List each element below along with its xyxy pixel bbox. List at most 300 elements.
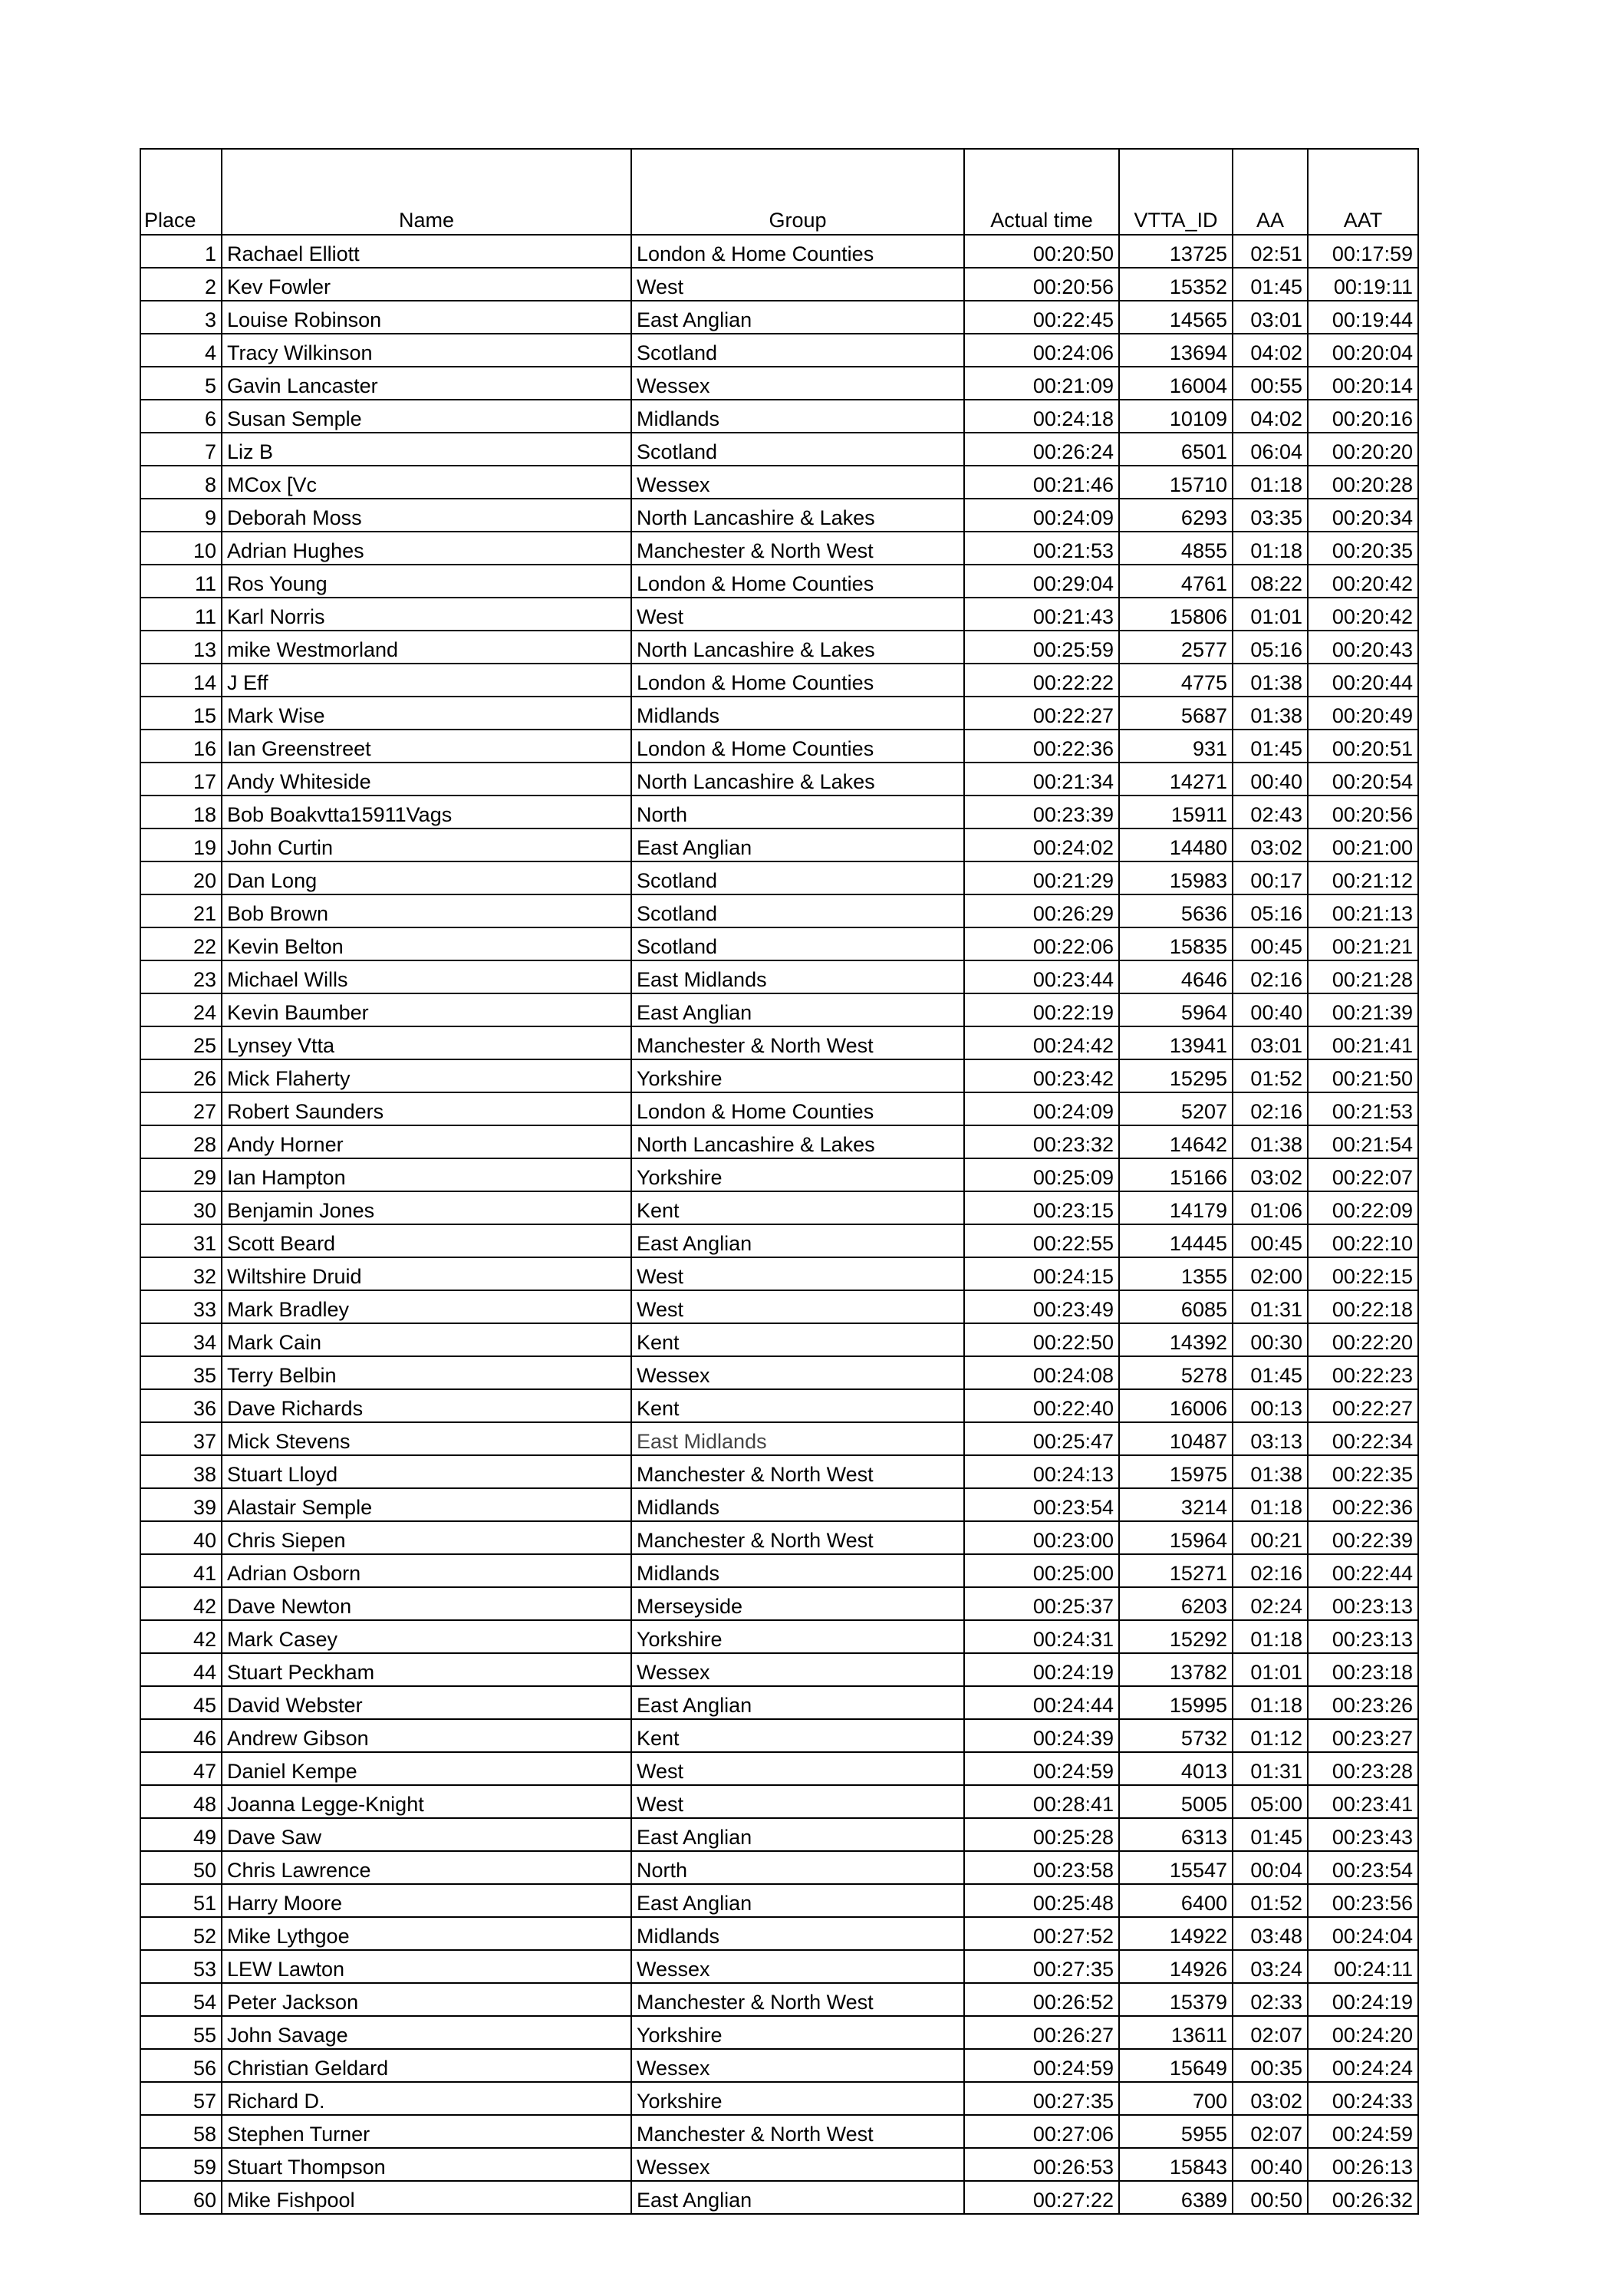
- cell-name: Bob Brown: [222, 894, 631, 927]
- cell-name: Richard D.: [222, 2082, 631, 2115]
- header-group: Group: [631, 149, 964, 235]
- cell-aa: 03:24: [1233, 1950, 1308, 1983]
- cell-group: Manchester & North West: [631, 1521, 964, 1554]
- cell-vtta-id: 5687: [1119, 697, 1233, 730]
- cell-group: East Anglian: [631, 828, 964, 861]
- cell-place: 6: [140, 400, 222, 433]
- header-place: Place: [140, 149, 222, 235]
- cell-name: Ros Young: [222, 565, 631, 598]
- cell-place: 50: [140, 1851, 222, 1884]
- cell-vtta-id: 4646: [1119, 960, 1233, 993]
- cell-aa: 01:31: [1233, 1752, 1308, 1785]
- cell-actual-time: 00:23:42: [964, 1059, 1119, 1092]
- cell-group: North Lancashire & Lakes: [631, 763, 964, 796]
- cell-vtta-id: 5636: [1119, 894, 1233, 927]
- table-row: [140, 1224, 1418, 1257]
- cell-group: Kent: [631, 1389, 964, 1422]
- cell-vtta-id: 14922: [1119, 1917, 1233, 1950]
- cell-place: 60: [140, 2181, 222, 2214]
- cell-aa: 00:21: [1233, 1521, 1308, 1554]
- cell-aat: 00:20:42: [1308, 598, 1418, 631]
- cell-aat: 00:24:20: [1308, 2016, 1418, 2049]
- cell-aat: 00:21:13: [1308, 894, 1418, 927]
- cell-vtta-id: 15352: [1119, 268, 1233, 301]
- cell-aat: 00:21:53: [1308, 1092, 1418, 1125]
- cell-aa: 01:18: [1233, 1620, 1308, 1653]
- cell-aa: 02:24: [1233, 1587, 1308, 1620]
- cell-aat: 00:22:09: [1308, 1191, 1418, 1224]
- cell-actual-time: 00:24:39: [964, 1719, 1119, 1752]
- cell-aa: 00:35: [1233, 2049, 1308, 2082]
- cell-group: North Lancashire & Lakes: [631, 499, 964, 532]
- cell-place: 5: [140, 367, 222, 400]
- cell-group: Yorkshire: [631, 2082, 964, 2115]
- cell-aat: 00:20:49: [1308, 697, 1418, 730]
- cell-aat: 00:24:04: [1308, 1917, 1418, 1950]
- cell-vtta-id: 15983: [1119, 861, 1233, 894]
- cell-group: East Anglian: [631, 993, 964, 1026]
- cell-group: Yorkshire: [631, 1620, 964, 1653]
- cell-name: Mike Lythgoe: [222, 1917, 631, 1950]
- cell-aat: 00:24:11: [1308, 1950, 1418, 1983]
- cell-group: Midlands: [631, 1554, 964, 1587]
- cell-aa: 03:48: [1233, 1917, 1308, 1950]
- table-row: [140, 1059, 1418, 1092]
- cell-actual-time: 00:27:06: [964, 2115, 1119, 2148]
- cell-vtta-id: 15806: [1119, 598, 1233, 631]
- cell-aa: 02:07: [1233, 2016, 1308, 2049]
- table-row: [140, 1323, 1418, 1356]
- cell-vtta-id: 4761: [1119, 565, 1233, 598]
- cell-group: Wessex: [631, 2049, 964, 2082]
- table-row: [140, 1455, 1418, 1488]
- cell-group: East Anglian: [631, 2181, 964, 2214]
- cell-vtta-id: 6501: [1119, 433, 1233, 466]
- cell-place: 18: [140, 796, 222, 828]
- cell-aat: 00:22:10: [1308, 1224, 1418, 1257]
- cell-aat: 00:21:28: [1308, 960, 1418, 993]
- cell-vtta-id: 6203: [1119, 1587, 1233, 1620]
- cell-name: Kev Fowler: [222, 268, 631, 301]
- cell-group: North: [631, 796, 964, 828]
- cell-name: Lynsey Vtta: [222, 1026, 631, 1059]
- cell-actual-time: 00:21:29: [964, 861, 1119, 894]
- cell-aat: 00:21:21: [1308, 927, 1418, 960]
- table-row: [140, 1356, 1418, 1389]
- cell-place: 17: [140, 763, 222, 796]
- cell-aat: 00:21:54: [1308, 1125, 1418, 1158]
- cell-aa: 01:38: [1233, 664, 1308, 697]
- cell-aat: 00:19:44: [1308, 301, 1418, 334]
- cell-aa: 04:02: [1233, 400, 1308, 433]
- cell-place: 2: [140, 268, 222, 301]
- cell-name: Susan Semple: [222, 400, 631, 433]
- table-row: [140, 993, 1418, 1026]
- cell-aat: 00:23:56: [1308, 1884, 1418, 1917]
- cell-place: 59: [140, 2148, 222, 2181]
- cell-aat: 00:20:56: [1308, 796, 1418, 828]
- cell-aa: 02:51: [1233, 235, 1308, 268]
- cell-name: Stuart Lloyd: [222, 1455, 631, 1488]
- cell-aa: 01:06: [1233, 1191, 1308, 1224]
- cell-actual-time: 00:24:09: [964, 1092, 1119, 1125]
- table-row: [140, 598, 1418, 631]
- cell-vtta-id: 6085: [1119, 1290, 1233, 1323]
- cell-aa: 02:07: [1233, 2115, 1308, 2148]
- table-row: [140, 433, 1418, 466]
- table-row: [140, 861, 1418, 894]
- cell-name: Chris Lawrence: [222, 1851, 631, 1884]
- table-row: [140, 268, 1418, 301]
- cell-group: West: [631, 1785, 964, 1818]
- cell-group: London & Home Counties: [631, 565, 964, 598]
- results-table: [140, 148, 1419, 2215]
- cell-aa: 00:40: [1233, 2148, 1308, 2181]
- cell-aat: 00:21:39: [1308, 993, 1418, 1026]
- header-name: Name: [222, 149, 631, 235]
- cell-actual-time: 00:22:27: [964, 697, 1119, 730]
- cell-aat: 00:20:04: [1308, 334, 1418, 367]
- cell-group: East Midlands: [631, 1422, 964, 1455]
- table-row: [140, 763, 1418, 796]
- cell-name: Mark Bradley: [222, 1290, 631, 1323]
- cell-aat: 00:20:43: [1308, 631, 1418, 664]
- cell-name: Mark Cain: [222, 1323, 631, 1356]
- cell-name: Christian Geldard: [222, 2049, 631, 2082]
- cell-name: David Webster: [222, 1686, 631, 1719]
- cell-group: East Anglian: [631, 1224, 964, 1257]
- table-row: [140, 1884, 1418, 1917]
- header-vtta-id: VTTA_ID: [1119, 149, 1233, 235]
- cell-vtta-id: 13725: [1119, 235, 1233, 268]
- cell-place: 28: [140, 1125, 222, 1158]
- cell-vtta-id: 5955: [1119, 2115, 1233, 2148]
- cell-place: 46: [140, 1719, 222, 1752]
- cell-name: John Savage: [222, 2016, 631, 2049]
- cell-vtta-id: 10487: [1119, 1422, 1233, 1455]
- cell-group: West: [631, 1752, 964, 1785]
- cell-vtta-id: 15649: [1119, 2049, 1233, 2082]
- cell-aa: 03:35: [1233, 499, 1308, 532]
- cell-actual-time: 00:27:52: [964, 1917, 1119, 1950]
- cell-actual-time: 00:27:35: [964, 1950, 1119, 1983]
- table-row: [140, 1290, 1418, 1323]
- cell-aa: 05:00: [1233, 1785, 1308, 1818]
- cell-vtta-id: 14179: [1119, 1191, 1233, 1224]
- cell-name: Scott Beard: [222, 1224, 631, 1257]
- cell-vtta-id: 15995: [1119, 1686, 1233, 1719]
- cell-place: 4: [140, 334, 222, 367]
- cell-place: 32: [140, 1257, 222, 1290]
- cell-actual-time: 00:22:36: [964, 730, 1119, 763]
- cell-actual-time: 00:25:59: [964, 631, 1119, 664]
- cell-actual-time: 00:25:37: [964, 1587, 1119, 1620]
- cell-vtta-id: 14271: [1119, 763, 1233, 796]
- cell-name: Andy Horner: [222, 1125, 631, 1158]
- cell-place: 42: [140, 1620, 222, 1653]
- cell-vtta-id: 14392: [1119, 1323, 1233, 1356]
- cell-group: Manchester & North West: [631, 1026, 964, 1059]
- cell-name: Karl Norris: [222, 598, 631, 631]
- cell-vtta-id: 2577: [1119, 631, 1233, 664]
- cell-aat: 00:24:33: [1308, 2082, 1418, 2115]
- cell-name: Stuart Thompson: [222, 2148, 631, 2181]
- cell-name: Tracy Wilkinson: [222, 334, 631, 367]
- cell-actual-time: 00:25:28: [964, 1818, 1119, 1851]
- cell-vtta-id: 16006: [1119, 1389, 1233, 1422]
- cell-aa: 00:13: [1233, 1389, 1308, 1422]
- cell-aat: 00:26:13: [1308, 2148, 1418, 2181]
- cell-group: Kent: [631, 1719, 964, 1752]
- table-row: [140, 235, 1418, 268]
- table-row: [140, 1983, 1418, 2016]
- cell-name: Stephen Turner: [222, 2115, 631, 2148]
- cell-aa: 01:01: [1233, 598, 1308, 631]
- table-row: [140, 1125, 1418, 1158]
- cell-aa: 00:30: [1233, 1323, 1308, 1356]
- table-row: [140, 2082, 1418, 2115]
- cell-actual-time: 00:23:39: [964, 796, 1119, 828]
- cell-group: Scotland: [631, 894, 964, 927]
- table-row: [140, 499, 1418, 532]
- cell-aat: 00:23:18: [1308, 1653, 1418, 1686]
- cell-actual-time: 00:22:50: [964, 1323, 1119, 1356]
- cell-name: Mark Casey: [222, 1620, 631, 1653]
- cell-place: 31: [140, 1224, 222, 1257]
- table-row: [140, 301, 1418, 334]
- cell-place: 23: [140, 960, 222, 993]
- cell-place: 7: [140, 433, 222, 466]
- cell-vtta-id: 15166: [1119, 1158, 1233, 1191]
- header-aat: AAT: [1308, 149, 1418, 235]
- cell-aa: 00:40: [1233, 993, 1308, 1026]
- cell-name: Liz B: [222, 433, 631, 466]
- cell-place: 48: [140, 1785, 222, 1818]
- cell-name: Wiltshire Druid: [222, 1257, 631, 1290]
- cell-actual-time: 00:25:00: [964, 1554, 1119, 1587]
- cell-vtta-id: 15292: [1119, 1620, 1233, 1653]
- cell-name: John Curtin: [222, 828, 631, 861]
- cell-group: East Anglian: [631, 1884, 964, 1917]
- cell-aat: 00:22:27: [1308, 1389, 1418, 1422]
- cell-actual-time: 00:23:44: [964, 960, 1119, 993]
- cell-aa: 02:00: [1233, 1257, 1308, 1290]
- cell-aat: 00:24:24: [1308, 2049, 1418, 2082]
- cell-place: 27: [140, 1092, 222, 1125]
- cell-aa: 04:02: [1233, 334, 1308, 367]
- cell-name: Harry Moore: [222, 1884, 631, 1917]
- cell-aat: 00:22:44: [1308, 1554, 1418, 1587]
- table-row: [140, 1686, 1418, 1719]
- cell-place: 16: [140, 730, 222, 763]
- cell-actual-time: 00:21:46: [964, 466, 1119, 499]
- cell-name: LEW Lawton: [222, 1950, 631, 1983]
- cell-aa: 02:16: [1233, 960, 1308, 993]
- cell-group: London & Home Counties: [631, 730, 964, 763]
- cell-group: London & Home Counties: [631, 1092, 964, 1125]
- cell-vtta-id: 13782: [1119, 1653, 1233, 1686]
- cell-aat: 00:23:54: [1308, 1851, 1418, 1884]
- cell-group: Wessex: [631, 466, 964, 499]
- cell-actual-time: 00:26:29: [964, 894, 1119, 927]
- table-row: [140, 1851, 1418, 1884]
- cell-actual-time: 00:21:09: [964, 367, 1119, 400]
- cell-aat: 00:24:59: [1308, 2115, 1418, 2148]
- cell-actual-time: 00:26:27: [964, 2016, 1119, 2049]
- cell-aa: 02:43: [1233, 796, 1308, 828]
- cell-group: Wessex: [631, 1653, 964, 1686]
- cell-vtta-id: 14642: [1119, 1125, 1233, 1158]
- table-row: [140, 1257, 1418, 1290]
- cell-aa: 00:55: [1233, 367, 1308, 400]
- cell-name: Chris Siepen: [222, 1521, 631, 1554]
- cell-group: East Anglian: [631, 301, 964, 334]
- cell-place: 56: [140, 2049, 222, 2082]
- cell-aat: 00:20:42: [1308, 565, 1418, 598]
- cell-actual-time: 00:28:41: [964, 1785, 1119, 1818]
- cell-aat: 00:21:50: [1308, 1059, 1418, 1092]
- cell-name: Ian Hampton: [222, 1158, 631, 1191]
- cell-actual-time: 00:25:09: [964, 1158, 1119, 1191]
- cell-aat: 00:19:11: [1308, 268, 1418, 301]
- cell-actual-time: 00:22:22: [964, 664, 1119, 697]
- table-row: [140, 1587, 1418, 1620]
- cell-vtta-id: 15547: [1119, 1851, 1233, 1884]
- cell-vtta-id: 15911: [1119, 796, 1233, 828]
- cell-vtta-id: 14445: [1119, 1224, 1233, 1257]
- cell-group: London & Home Counties: [631, 664, 964, 697]
- cell-actual-time: 00:23:58: [964, 1851, 1119, 1884]
- cell-vtta-id: 4775: [1119, 664, 1233, 697]
- cell-aa: 01:12: [1233, 1719, 1308, 1752]
- cell-vtta-id: 13611: [1119, 2016, 1233, 2049]
- cell-group: West: [631, 1257, 964, 1290]
- header-actual-time: Actual time: [964, 149, 1119, 235]
- cell-aa: 01:45: [1233, 1818, 1308, 1851]
- cell-vtta-id: 15975: [1119, 1455, 1233, 1488]
- table-row: [140, 1191, 1418, 1224]
- cell-aa: 01:38: [1233, 1455, 1308, 1488]
- cell-place: 53: [140, 1950, 222, 1983]
- cell-place: 38: [140, 1455, 222, 1488]
- table-row: [140, 1521, 1418, 1554]
- cell-place: 29: [140, 1158, 222, 1191]
- cell-actual-time: 00:24:59: [964, 1752, 1119, 1785]
- cell-group: Wessex: [631, 2148, 964, 2181]
- cell-place: 54: [140, 1983, 222, 2016]
- table-row: [140, 400, 1418, 433]
- cell-vtta-id: 5964: [1119, 993, 1233, 1026]
- cell-place: 51: [140, 1884, 222, 1917]
- cell-vtta-id: 5278: [1119, 1356, 1233, 1389]
- table-row: [140, 1554, 1418, 1587]
- table-row: [140, 1752, 1418, 1785]
- cell-aat: 00:20:14: [1308, 367, 1418, 400]
- cell-group: West: [631, 268, 964, 301]
- cell-group: Manchester & North West: [631, 532, 964, 565]
- cell-name: Stuart Peckham: [222, 1653, 631, 1686]
- cell-actual-time: 00:23:00: [964, 1521, 1119, 1554]
- results-table-body: [140, 149, 1418, 2214]
- cell-actual-time: 00:24:44: [964, 1686, 1119, 1719]
- cell-name: Robert Saunders: [222, 1092, 631, 1125]
- cell-name: Dave Newton: [222, 1587, 631, 1620]
- cell-aa: 00:17: [1233, 861, 1308, 894]
- cell-actual-time: 00:26:53: [964, 2148, 1119, 2181]
- table-row: [140, 631, 1418, 664]
- cell-vtta-id: 6389: [1119, 2181, 1233, 2214]
- cell-aa: 02:33: [1233, 1983, 1308, 2016]
- cell-name: Alastair Semple: [222, 1488, 631, 1521]
- cell-aat: 00:20:54: [1308, 763, 1418, 796]
- header-aa: AA: [1233, 149, 1308, 235]
- table-row: [140, 960, 1418, 993]
- cell-name: Dan Long: [222, 861, 631, 894]
- cell-aa: 01:18: [1233, 532, 1308, 565]
- cell-aat: 00:23:26: [1308, 1686, 1418, 1719]
- table-row: [140, 1158, 1418, 1191]
- cell-vtta-id: 4013: [1119, 1752, 1233, 1785]
- cell-aa: 01:52: [1233, 1884, 1308, 1917]
- cell-name: Mark Wise: [222, 697, 631, 730]
- cell-vtta-id: 15843: [1119, 2148, 1233, 2181]
- cell-place: 52: [140, 1917, 222, 1950]
- cell-aat: 00:23:13: [1308, 1587, 1418, 1620]
- cell-actual-time: 00:24:13: [964, 1455, 1119, 1488]
- cell-name: Mick Flaherty: [222, 1059, 631, 1092]
- cell-aat: 00:23:43: [1308, 1818, 1418, 1851]
- cell-place: 41: [140, 1554, 222, 1587]
- cell-place: 36: [140, 1389, 222, 1422]
- cell-name: Andy Whiteside: [222, 763, 631, 796]
- cell-group: North Lancashire & Lakes: [631, 1125, 964, 1158]
- cell-group: Scotland: [631, 861, 964, 894]
- cell-aa: 01:18: [1233, 1488, 1308, 1521]
- cell-group: Scotland: [631, 334, 964, 367]
- cell-vtta-id: 10109: [1119, 400, 1233, 433]
- table-row: [140, 1653, 1418, 1686]
- cell-aat: 00:20:28: [1308, 466, 1418, 499]
- cell-aat: 00:22:23: [1308, 1356, 1418, 1389]
- cell-vtta-id: 3214: [1119, 1488, 1233, 1521]
- results-sheet: [140, 148, 1419, 2215]
- cell-aat: 00:22:18: [1308, 1290, 1418, 1323]
- cell-actual-time: 00:23:54: [964, 1488, 1119, 1521]
- cell-group: Wessex: [631, 367, 964, 400]
- cell-group: North: [631, 1851, 964, 1884]
- cell-place: 1: [140, 235, 222, 268]
- cell-name: Bob Boakvtta15911Vags: [222, 796, 631, 828]
- cell-group: Midlands: [631, 400, 964, 433]
- cell-group: West: [631, 598, 964, 631]
- cell-vtta-id: 15964: [1119, 1521, 1233, 1554]
- cell-actual-time: 00:26:52: [964, 1983, 1119, 2016]
- cell-name: Michael Wills: [222, 960, 631, 993]
- cell-aat: 00:23:41: [1308, 1785, 1418, 1818]
- cell-place: 21: [140, 894, 222, 927]
- cell-name: J Eff: [222, 664, 631, 697]
- cell-place: 49: [140, 1818, 222, 1851]
- cell-aa: 08:22: [1233, 565, 1308, 598]
- cell-aat: 00:23:27: [1308, 1719, 1418, 1752]
- cell-aat: 00:21:00: [1308, 828, 1418, 861]
- cell-place: 34: [140, 1323, 222, 1356]
- cell-name: Mick Stevens: [222, 1422, 631, 1455]
- cell-actual-time: 00:20:56: [964, 268, 1119, 301]
- cell-place: 13: [140, 631, 222, 664]
- cell-vtta-id: 16004: [1119, 367, 1233, 400]
- table-row: [140, 1422, 1418, 1455]
